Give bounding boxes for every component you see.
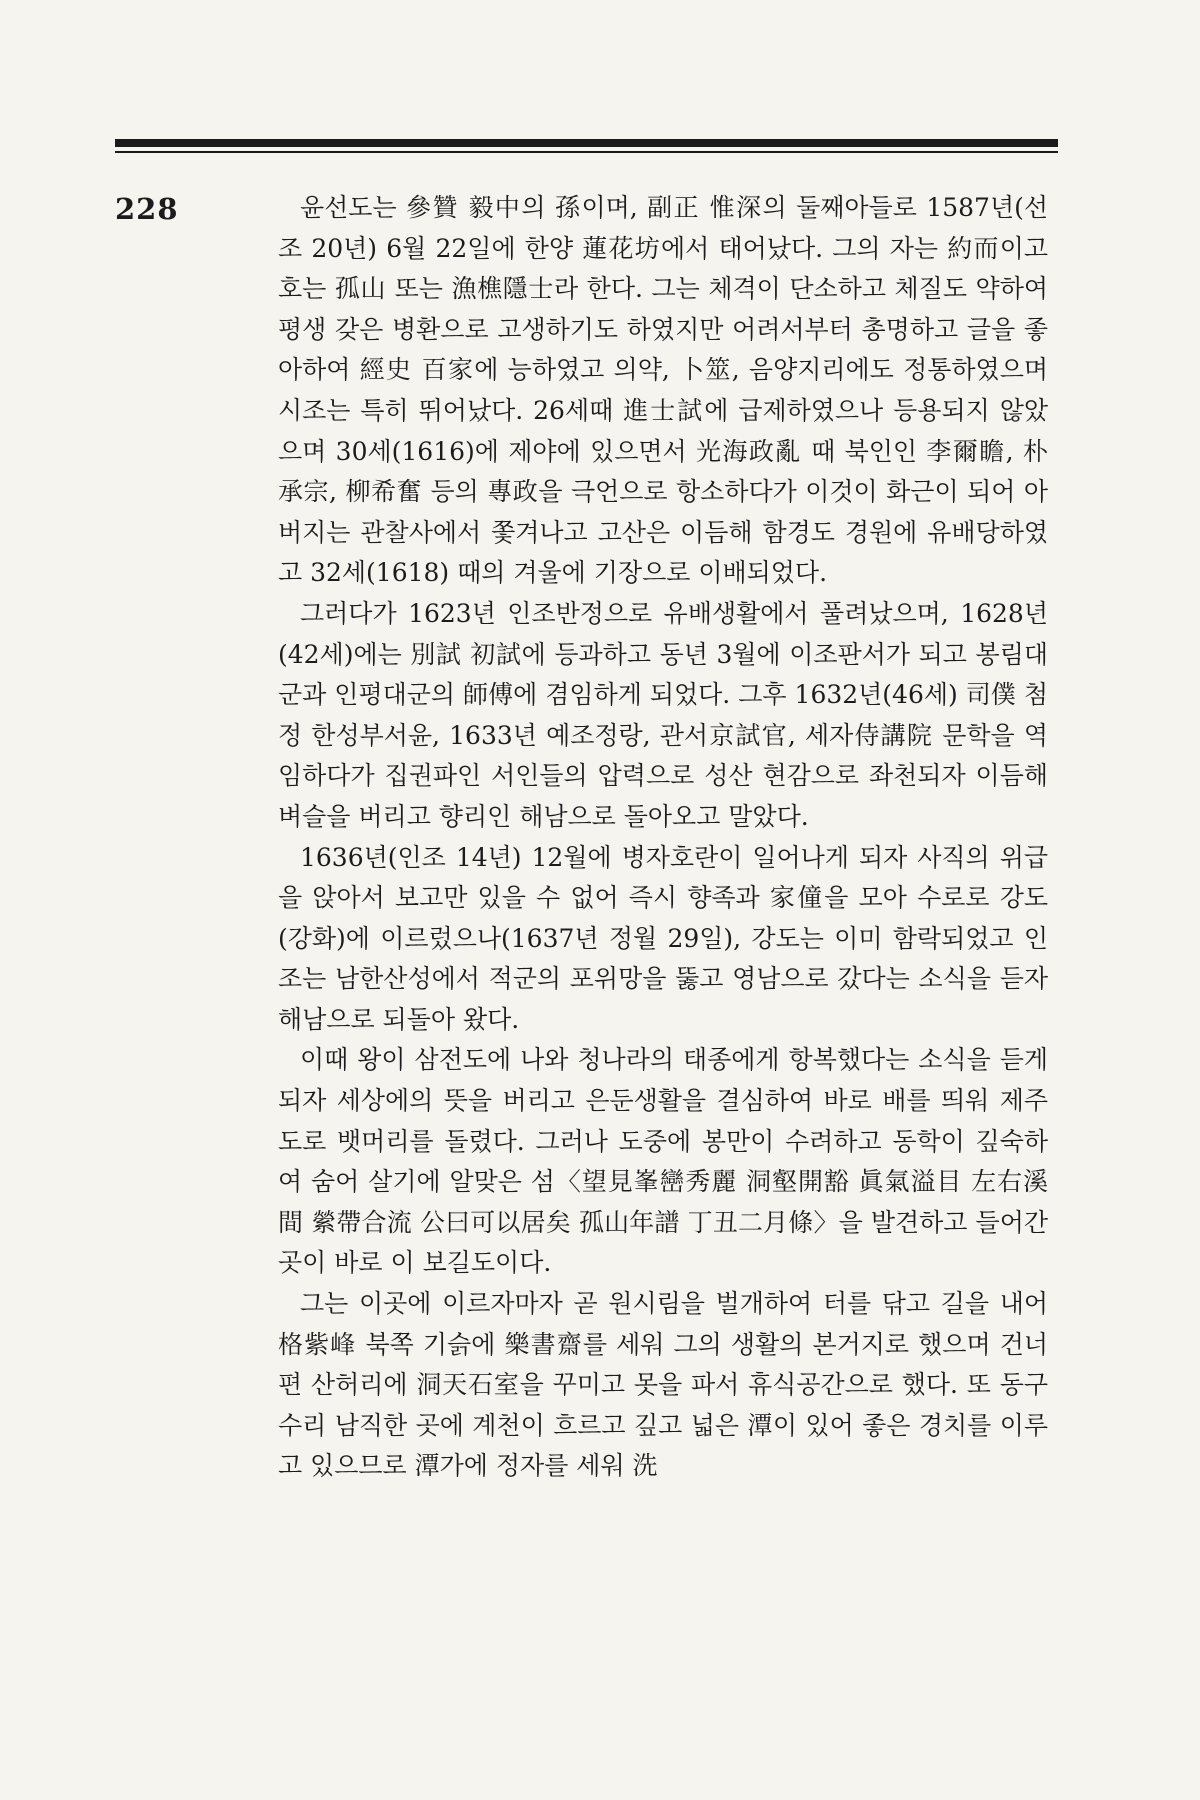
paragraph: 그는 이곳에 이르자마자 곧 원시림을 벌개하여 터를 닦고 길을 내어 格紫峰 북쪽 기슭에 樂書齋를 세워 그의 생활의 본거지로 했으며 건너편 산허리에 洞天石室을 꾸미고 못을 파서 휴식공간으로 했다. 또 동구 수리 남직한 곳에 계천이 흐르고 깊고 넓은 潭이 있어 좋은 경치를 이루고 있으므로 潭가에 정자를 세워 洗 — [278, 1289, 1048, 1481]
paragraph: 이때 왕이 삼전도에 나와 청나라의 태종에게 항복했다는 소식을 듣게 되자 세상에의 뜻을 버리고 은둔생활을 결심하여 바로 배를 띄워 제주도로 뱃머리를 돌렸다. 그러나 도중에 봉만이 수려하고 동학이 깊숙하여 숨어 살기에 알맞은 섬〈望見峯巒秀麗 洞壑開豁 眞氣溢目 左右溪間 縈帶合流 公曰可以居矣 孤山年譜 丁丑二月條〉을 발견하고 들어간 곳이 바로 이 보길도이다. — [278, 1045, 1048, 1278]
body-text — [278, 188, 1048, 1487]
paragraph: 윤선도는 參贊 毅中의 孫이며, 副正 惟深의 둘째아들로 1587년(선조 20년) 6월 22일에 한양 蓮花坊에서 태어났다. 그의 자는 約而이고 호는 孤山 또는 漁樵隱士라 한다. 그는 체격이 단소하고 체질도 약하여 평생 갖은 병환으로 고생하기도 하였지만 어려서부터 총명하고 글을 좋아하여 經史 百家에 능하였고 의약, 卜筮, 음양지리에도 정통하였으며 시조는 특히 뛰어났다. 26세때 進士試에 급제하였으나 등용되지 않았으며 30세(1616)에 제야에 있으면서 光海政亂 때 북인인 李爾瞻, 朴承宗, 柳希奮 등의 專政을 극언으로 항소하다가 이것이 화근이 되어 아버지는 관찰사에서 쫓겨나고 고산은 이듬해 함경도 경원에 유배당하였고 32세(1618) 때의 겨울에 기장으로 이배되었다. — [278, 193, 1048, 588]
header-rule-thick — [115, 139, 1058, 147]
page-number: 228 — [115, 192, 179, 226]
paragraph: 그러다가 1623년 인조반정으로 유배생활에서 풀려났으며, 1628년(42세)에는 別試 初試에 등과하고 동년 3월에 이조판서가 되고 봉림대군과 인평대군의 師傅에 겸임하게 되었다. 그후 1632년(46세) 司僕 첨정 한성부서윤, 1633년 예조정랑, 관서京試官, 세자侍講院 문학을 역임하다가 집권파인 서인들의 압력으로 성산 현감으로 좌천되자 이듬해 벼슬을 버리고 향리인 해남으로 돌아오고 말았다. — [278, 598, 1048, 831]
header-rule-thin — [115, 151, 1058, 153]
paragraph: 1636년(인조 14년) 12월에 병자호란이 일어나게 되자 사직의 위급을 앉아서 보고만 있을 수 없어 즉시 향족과 家僮을 모아 수로로 강도(강화)에 이르렀으나(1637년 정월 29일), 강도는 이미 함락되었고 인조는 남한산성에서 적군의 포위망을 뚫고 영남으로 갔다는 소식을 듣자 해남으로 되돌아 왔다. — [278, 842, 1048, 1034]
